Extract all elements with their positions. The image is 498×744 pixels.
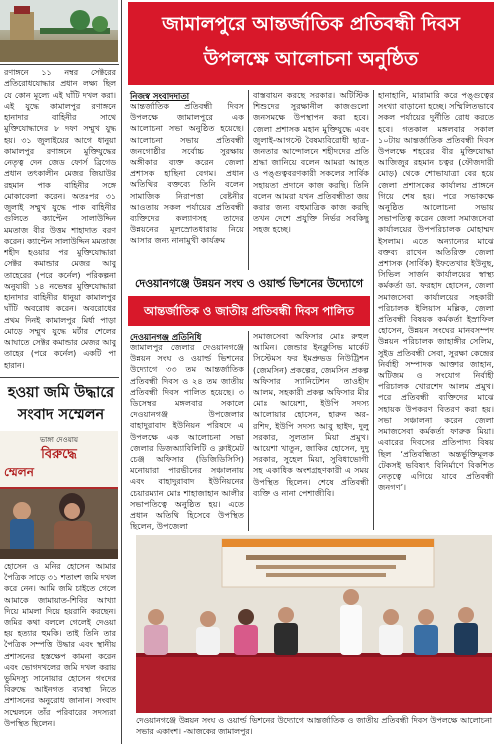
second-col-2-text: সমাজসেবা অফিসার মোঃ রুহুল আমিন। জেন্ডার ইনক্লুসিভ মার্কেট সিস্টেমস ফর ইমপ্রুভড নিউট্রিশন (জেমসিন) প্রকল্পের, জেমসিন প্রকল্প অফিসার স্যানিটেশন তাওহীদ আলম, সহকারী প্রকল্প অফিসার মীর মোঃ আয়েশা, ইউপি সদস্য আলোয়ার হোসেন, হারুন অর-রশিদ, ইউপি সদস্য আবু ছাইদ, দুলু সরকার, সুলতান মিয়া প্রমুখ। আয়েশা খাতুন, জাকির হোসেন, দুদু সরকার, সুহেল মিয়া, সুবিধাভোগী সহ একাধিক অংশগ্রহণকারী এ সময় উপস্থিত ছিলেন। শেষে প্রতিবন্ধী ব্যক্তি ও নানা পেশাজীবি। <box>253 331 369 498</box>
event-photo-caption: দেওয়ানগঞ্জে উন্নয়ন সংঘ ও ওয়ার্ল্ড ভিশনের উদ্যোগে আন্তর্জাতিক ও জাতীয় প্রতিবন্ধী দিবস উপলক্ষে আলোচনা সভার একাংশ। -আজকের জামালপুর। <box>136 716 492 736</box>
left-top-photo <box>0 0 118 62</box>
banner-line-1: ভাঙ্গা দেওয়ায় <box>39 436 79 444</box>
second-headline-box <box>128 296 370 326</box>
main-headline-line-1: জামালপুরে আন্তর্জাতিক প্রতিবন্ধী দিবস <box>162 13 460 35</box>
press-conference-photo <box>0 431 118 559</box>
left-article-headline: হওয়া জমি উদ্ধারে সংবাদ সম্মেলন <box>7 385 115 423</box>
event-photo <box>136 535 492 713</box>
second-byline: দেওয়ানগঞ্জ প্রতিনিধি <box>130 332 202 342</box>
second-headline-line-1: দেওয়ানগঞ্জে উন্নয়ন সংঘ ও ওয়ার্ল্ড ভিশনের উদ্যোগে <box>135 277 363 290</box>
people-photo-icon <box>0 489 118 559</box>
left-column-article-text: রণাঙ্গনে ১১ নম্বর সেক্টরের প্রতিরোধযোদ্ধার প্রধান লক্ষ্য ছিল যে কোন মূল্যে এই ঘাঁটি দখল করা। এই যুদ্ধে কামালপুর রণাঙ্গনে হানাদার বাহিনীর সাথে মুক্তিযোদ্ধাদের ৮ দফা সম্মুখ যুদ্ধ হয়। ৩১ জুলাইয়ের আগে ধানুয়া কামালপুর রণাঙ্গনে মুক্তিযুদ্ধের নেতৃত্ব দেন জেড ফোর্স ব্রিগেড প্রধান তৎকালীন মেজর জিয়াউর রহমান পাক বাহিনীর সঙ্গে মোকাবেলা করেন। অতঃপর ৩১ জুলাই সম্মুখ যুদ্ধে পাক বাহিনীর গুলিতে ক্যাপ্টেন সালাউদ্দিন মমতাজ বীর উত্তম শাহাদাত বরণ করেন। ক্যাপ্টেন সালাউদ্দিন মমতাজ শহীদ হওয়ার পর মুক্তিযোদ্ধারা সেক্টর কমান্ডার মেজর আবু তাহেরের (পরে কর্নেল) পরিকল্পনা অনুযায়ী ১৪ নভেম্বর মুক্তিযোদ্ধারা হানাদার বাহিনীর ধানুয়া কামালপুর ঘাঁটি অবরোধ করেন। অবরোধের প্রথম দিনই কামালপুর মির্ধা পাড়া মোড়ে সম্মুখ যুদ্ধে মর্টার শেলের আঘাতে সেক্টর কমান্ডার মেজর আবু তাহের (পরে কর্নেল) একটি পা হারান। <box>4 68 116 370</box>
event-scene-icon <box>136 535 492 713</box>
main-headline <box>128 2 494 85</box>
banner <box>0 431 118 489</box>
left-column-bottom-text: হোসেন ও মনির হোসেন আমার পৈত্রিক সাড়ে ৩১ শতাংশ জমি দখল করে নেন। আমি জমি চাইতে গেলে আমাকে জামায়াত-শিবির আখ্যা দিয়ে মামলা দিয়ে হয়রানি করছেন। জমির কথা বললে গেলেই দেওয়া হয় হত্যার হুমকি। তাই তিনি তার পৈত্রিক সম্পত্তি উদ্ধার এবং স্থানীয় প্রশাসনের হস্তক্ষেপ কামনা করেন এবং ভোগদখলের জমি দখল করায় ভুমিদস্যু সানোয়ার হোসেন গংদের বিরুদ্ধে আইনগত ব্যবস্থা নিতে প্রশাসনের অনুরোধ জানান। সংবাদ সম্মেলনে তাঁর পরিবারের সদস্যরা উপস্থিত ছিলেন। <box>4 562 116 728</box>
main-byline: নিজস্ব সংবাদদাতা <box>130 91 190 101</box>
main-col-3-text: হানাহানি, মারামারি করে পঙ্গুত্বের সংখ্যা বাড়ানো হচ্ছে। সম্মিলিতভাবে সকল পর্যায়ের দুর্নীতি রোধ করতে হবে। গতকাল মঙ্গলবার সকাল ১০টায় আন্তর্জাতিক প্রতিবন্ধী দিবস উপলক্ষে শহরের বীর মুক্তিযোদ্ধা আজিজুর রহমান চত্বর (ফৌজদারী মোড়) থেকে শোভাযাত্রা বের হয়ে জেলা প্রশাসকের কার্যালয় প্রাঙ্গনে গিয়ে শেষ হয়। পরে সভাকক্ষে অনুষ্ঠিত আলোচনা সভায় সভাপতিত্ব করেন জেলা সমাজসেবা কার্যালয়ের উপপরিচালক মোহাম্মদ ইসলাম। এতে অন্যান্যের মাঝে বক্তব্য রাখেন অতিরিক্ত জেলা প্রশাসক (সার্বিক) ইফতেখার ইউনুছ, সিভিল সার্জন কার্যালয়ের স্বাস্থ্য কর্মকর্তা ডা. ফরহাদ হোসেন, জেলা সমাজসেবা কার্যালয়ের সহকারী পরিচালক ইলিয়াস মল্লিক, জেলা প্রতিবন্ধী বিষয়ক কর্মকর্তা ইস্রাফিল হোসেন, উন্নয়ন সংঘের মানবসম্পদ উন্নয়ন পরিচালক জাহাঙ্গীর সেলিম, সুইড প্রতিবন্ধী সেবা, সুরক্ষা কেন্দ্রের নির্বাহী সম্পাদক আক্তার জাহান, অটিজম ও সংযোগ নির্বাহী পরিচালক খোরশেদ আলম প্রমুখ। পরে প্রতিবন্ধী ব্যক্তিদের মাঝে সহায়ক উপকরণ বিতরণ করা হয়। সভা সঞ্চালনা করেন জেলা সমাজসেবা কর্মকর্তা ফারুক মিয়া। এবারের দিবসের প্রতিপাদ্য বিষয় ছিল ‘প্রতিবন্ধিতা অন্তর্ভুক্তিমূলক টেকসই ভবিষ্যৎ বিনির্মাণে বিকশিত নেতৃত্বে এগিয়ে যাবে প্রতিবন্ধী জনগণ’। <box>378 90 494 493</box>
main-headline-line-2: উপলক্ষে আলোচনা অনুষ্ঠিত <box>203 48 419 70</box>
second-headline-line-2: আন্তর্জাতিক ও জাতীয় প্রতিবন্ধী দিবস পালিত <box>144 304 354 318</box>
banner-line-2: বিরুদ্ধে <box>41 447 77 462</box>
main-col-1-text: আন্তর্জাতিক প্রতিবন্ধী দিবস উপলক্ষে জামালপুরে এক আলোচনা সভা অনুষ্ঠিত হয়েছে। আলোচনা সভায় প্রতিবন্ধী জনগোষ্ঠীর সর্বোচ্চ সুরক্ষায় অঙ্গীকার ব্যক্ত করেন জেলা প্রশাসক হাছিনা বেগম। প্রধান অতিথির বক্তব্যে তিনি বলেন সামাজিক নিরাপত্তা বেষ্টনীর আওতায় সকল পর্যায়ের প্রতিবন্ধী ব্যক্তিদের কল্যাণসহ তাদের উন্নয়নের মূলস্রোতধারায় নিয়ে আসার জন্য নানামুখী কার্যক্রম <box>130 101 244 246</box>
main-col-2-text: বাস্তবায়ন করছে সরকার। অটিস্টিক শিশুদের সুরক্ষানীল কাজগুলো জনসমক্ষে উপস্থাপন করা হবে। জেলা প্রশাসক মহান মুক্তিযুদ্ধে এবং জুলাই-আগস্টে বৈষম্যবিরোধী ছাত্র-জনতার আন্দোলনে শহীদদের প্রতি শ্রদ্ধা জানিয়ে বলেন আমরা আহত ও পঙ্গুত্ববরণকারী সকলের সার্বিক সহায়তা প্রদানে কাজ করছি। তিনি বলেন আমরা যখন প্রতিবন্ধীতা জয় করার জন্য বহুমাত্রিক কাজ করছি তখন দেশে প্রযুক্তি নির্ভর সবকিছু সহজ হচ্ছে। <box>253 90 369 235</box>
banner-line-3: ম্মেলন <box>4 465 34 479</box>
second-col-1-text: জামালপুর জেলার দেওয়ানগঞ্জে উন্নয়ন সংঘ ও ওয়ার্ল্ড ভিশনের উদ্যোগে ৩৩ তম আন্তর্জাতিক প্রতিবন্ধী দিবস ও ২৪ তম জাতীয় প্রতিবন্ধী দিবস পালিত হয়েছে। ৩ ডিসেম্বর মঙ্গলবার সকালে দেওয়ানগঞ্জ উপজেলার বাহাদুরাবাদ ইউনিয়ন পরিষদে এ উপলক্ষে এক আলোচনা সভা জেলার ডিজঅ্যাবিলিটি ও ক্লাইমেট চেঞ্জ অফিসার (ডিজিডিসিসি) মনোয়ারা পারভীনের সঞ্চালনায় এবং বাহাদুরাবাদ ইউনিয়নের চেয়ারম্যান মোঃ শাহাজাহান আলীর সভাপতিত্বে অনুষ্ঠিত হয়। এতে প্রধান অতিথি হিসেবে উপস্থিত ছিলেন, উপজেলা <box>130 342 244 530</box>
monument-photo-icon <box>0 0 118 62</box>
